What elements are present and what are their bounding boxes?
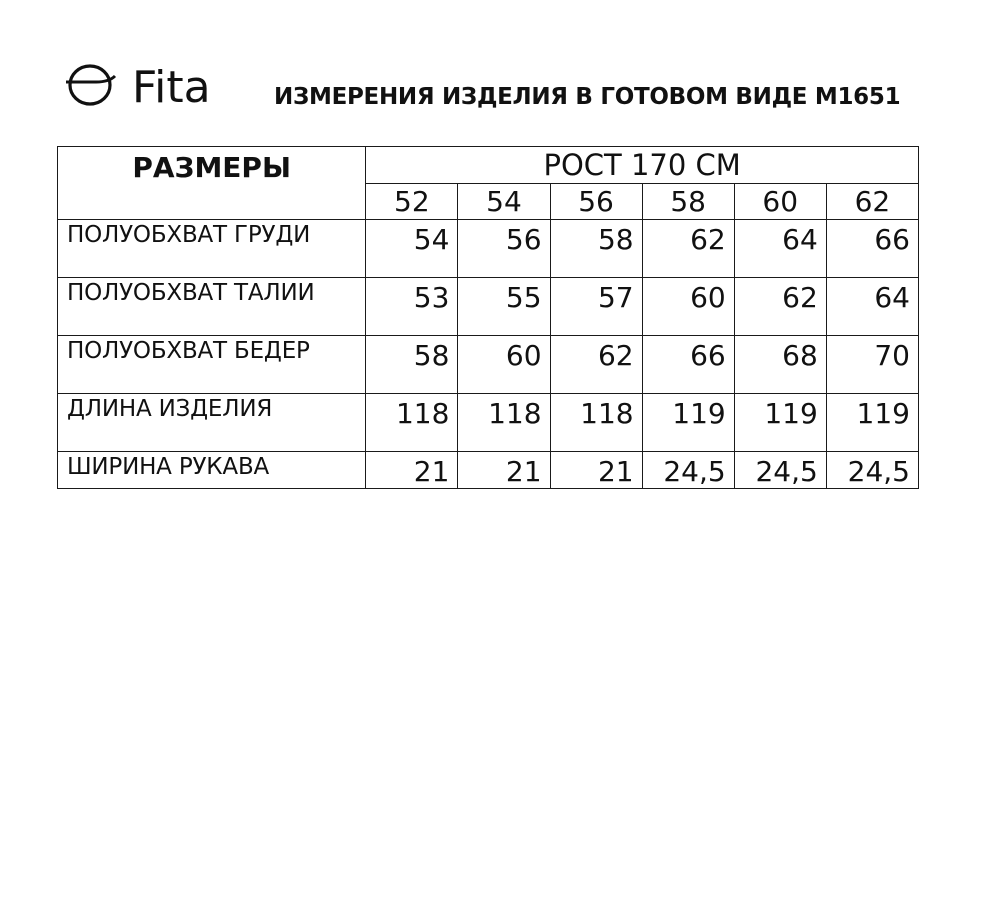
size-header: 58 — [642, 184, 734, 220]
measurement-value: 66 — [642, 336, 734, 394]
measurement-value: 62 — [550, 336, 642, 394]
measurement-value: 68 — [734, 336, 826, 394]
table-row — [58, 452, 919, 489]
measurement-value: 60 — [642, 278, 734, 336]
measurement-value: 60 — [458, 336, 550, 394]
measurement-value: 24,5 — [642, 452, 734, 489]
size-header: 54 — [458, 184, 550, 220]
measurement-value: 66 — [826, 220, 918, 278]
measurement-label: ШИРИНА РУКАВА — [58, 452, 366, 489]
measurement-value: 57 — [550, 278, 642, 336]
size-header: 52 — [366, 184, 458, 220]
size-header: 60 — [734, 184, 826, 220]
measurement-label: ПОЛУОБХВАТ ТАЛИИ — [58, 278, 366, 336]
size-chart-table — [57, 146, 919, 489]
measurement-value: 64 — [734, 220, 826, 278]
table-row — [58, 220, 919, 278]
measurement-label: ПОЛУОБХВАТ БЕДЕР — [58, 336, 366, 394]
measurement-value: 21 — [458, 452, 550, 489]
height-group-header: РОСТ 170 СМ — [366, 147, 919, 184]
measurement-value: 119 — [734, 394, 826, 452]
fita-logo-icon — [66, 58, 226, 112]
measurement-value: 56 — [458, 220, 550, 278]
measurement-value: 21 — [366, 452, 458, 489]
measurement-value: 24,5 — [734, 452, 826, 489]
size-header: 56 — [550, 184, 642, 220]
logo-wordmark: Fita — [132, 62, 211, 112]
measurement-value: 118 — [366, 394, 458, 452]
sizes-header: РАЗМЕРЫ — [58, 147, 366, 220]
measurement-value: 119 — [642, 394, 734, 452]
table-row — [58, 278, 919, 336]
measurement-value: 21 — [550, 452, 642, 489]
measurement-value: 58 — [550, 220, 642, 278]
measurement-value: 55 — [458, 278, 550, 336]
table-row — [58, 394, 919, 452]
measurement-value: 70 — [826, 336, 918, 394]
measurement-value: 54 — [366, 220, 458, 278]
brand-logo — [66, 58, 226, 112]
measurement-value: 62 — [642, 220, 734, 278]
measurement-label: ПОЛУОБХВАТ ГРУДИ — [58, 220, 366, 278]
measurement-value: 119 — [826, 394, 918, 452]
measurement-value: 53 — [366, 278, 458, 336]
measurement-value: 118 — [550, 394, 642, 452]
measurement-value: 24,5 — [826, 452, 918, 489]
document-title: ИЗМЕРЕНИЯ ИЗДЕЛИЯ В ГОТОВОМ ВИДЕ М1651 — [274, 84, 901, 110]
measurement-label: ДЛИНА ИЗДЕЛИЯ — [58, 394, 366, 452]
measurement-value: 64 — [826, 278, 918, 336]
measurement-value: 58 — [366, 336, 458, 394]
measurement-value: 62 — [734, 278, 826, 336]
size-header: 62 — [826, 184, 918, 220]
table-row — [58, 336, 919, 394]
measurement-value: 118 — [458, 394, 550, 452]
